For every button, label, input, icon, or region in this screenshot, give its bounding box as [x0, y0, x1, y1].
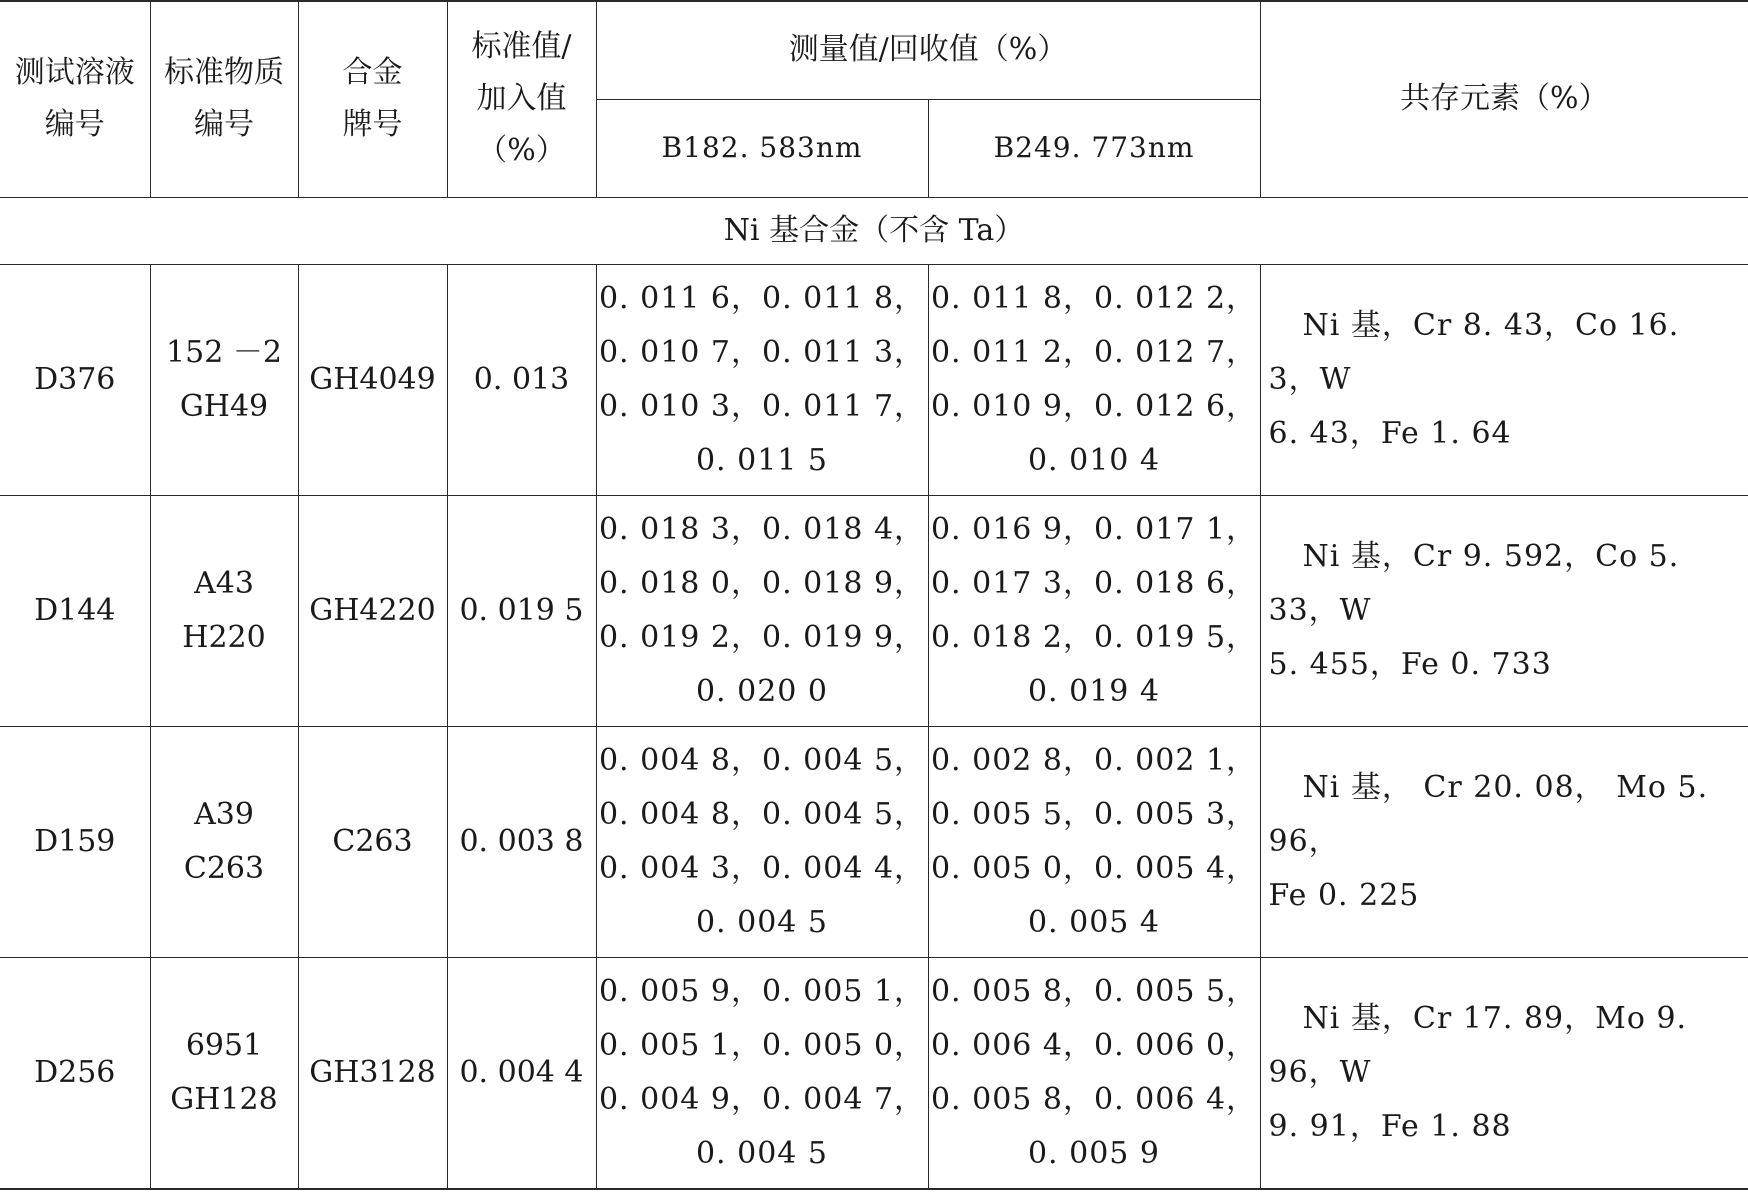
measured-182-cell: 0. 018 3，0. 018 4， 0. 018 0，0. 018 9， 0. 019 2，0. 019 9， 0. 020 0 [596, 495, 928, 726]
header-row-top [0, 1, 1748, 99]
measured-182-cell: 0. 004 8，0. 004 5， 0. 004 8，0. 004 5， 0. 004 3，0. 004 4， 0. 004 5 [596, 726, 928, 957]
measured-182-cell: 0. 011 6，0. 011 8， 0. 010 7，0. 011 3， 0. 010 3，0. 011 7， 0. 011 5 [596, 264, 928, 495]
coexisting-elements-cell: Ni 基，Cr 17. 89，Mo 9. 96，W 9. 91，Fe 1. 88 [1260, 957, 1748, 1189]
header-wavelength-249: B249. 773nm [928, 99, 1260, 197]
reference-material-cell: A39 C263 [150, 726, 298, 957]
standard-value-cell: 0. 003 8 [447, 726, 596, 957]
header-solution-number: 测试溶液 编号 [0, 1, 150, 197]
header-coexisting-elements: 共存元素（%） [1260, 1, 1748, 197]
measured-249-cell: 0. 002 8，0. 002 1， 0. 005 5，0. 005 3， 0. 005 0，0. 005 4， 0. 005 4 [928, 726, 1260, 957]
coexisting-elements-cell: Ni 基，Cr 9. 592，Co 5. 33，W 5. 455，Fe 0. 733 [1260, 495, 1748, 726]
measured-249-cell: 0. 011 8，0. 012 2， 0. 011 2，0. 012 7， 0. 010 9，0. 012 6， 0. 010 4 [928, 264, 1260, 495]
alloy-grade-cell: GH4049 [298, 264, 447, 495]
table-row [0, 726, 1748, 957]
measured-249-cell: 0. 005 8，0. 005 5， 0. 006 4，0. 006 0， 0. 005 8，0. 006 4， 0. 005 9 [928, 957, 1260, 1189]
alloy-grade-cell: GH3128 [298, 957, 447, 1189]
table-row [0, 495, 1748, 726]
coexisting-elements-cell: Ni 基，Cr 8. 43，Co 16. 3，W 6. 43，Fe 1. 64 [1260, 264, 1748, 495]
header-measured-recovery: 测量值/回收值（%） [596, 1, 1260, 99]
solution-number-cell: D256 [0, 957, 150, 1189]
measured-182-cell: 0. 005 9，0. 005 1， 0. 005 1，0. 005 0， 0. 004 9，0. 004 7， 0. 004 5 [596, 957, 928, 1189]
standard-value-cell: 0. 013 [447, 264, 596, 495]
standard-value-cell: 0. 004 4 [447, 957, 596, 1189]
measured-249-cell: 0. 016 9，0. 017 1， 0. 017 3，0. 018 6， 0. 018 2，0. 019 5， 0. 019 4 [928, 495, 1260, 726]
solution-number-cell: D376 [0, 264, 150, 495]
table-row [0, 264, 1748, 495]
coexisting-elements-cell: Ni 基， Cr 20. 08， Mo 5. 96， Fe 0. 225 [1260, 726, 1748, 957]
alloy-grade-cell: C263 [298, 726, 447, 957]
reference-material-cell: 152 －2 GH49 [150, 264, 298, 495]
group-label: Ni 基合金（不含 Ta） [0, 197, 1748, 264]
header-wavelength-182: B182. 583nm [596, 99, 928, 197]
group-row [0, 197, 1748, 264]
solution-number-cell: D144 [0, 495, 150, 726]
header-standard-value: 标准值/ 加入值 （%） [447, 1, 596, 197]
reference-material-cell: A43 H220 [150, 495, 298, 726]
table-row [0, 957, 1748, 1189]
alloy-grade-cell: GH4220 [298, 495, 447, 726]
solution-number-cell: D159 [0, 726, 150, 957]
reference-material-cell: 6951 GH128 [150, 957, 298, 1189]
header-alloy-grade: 合金 牌号 [298, 1, 447, 197]
header-reference-material-number: 标准物质 编号 [150, 1, 298, 197]
standard-value-cell: 0. 019 5 [447, 495, 596, 726]
